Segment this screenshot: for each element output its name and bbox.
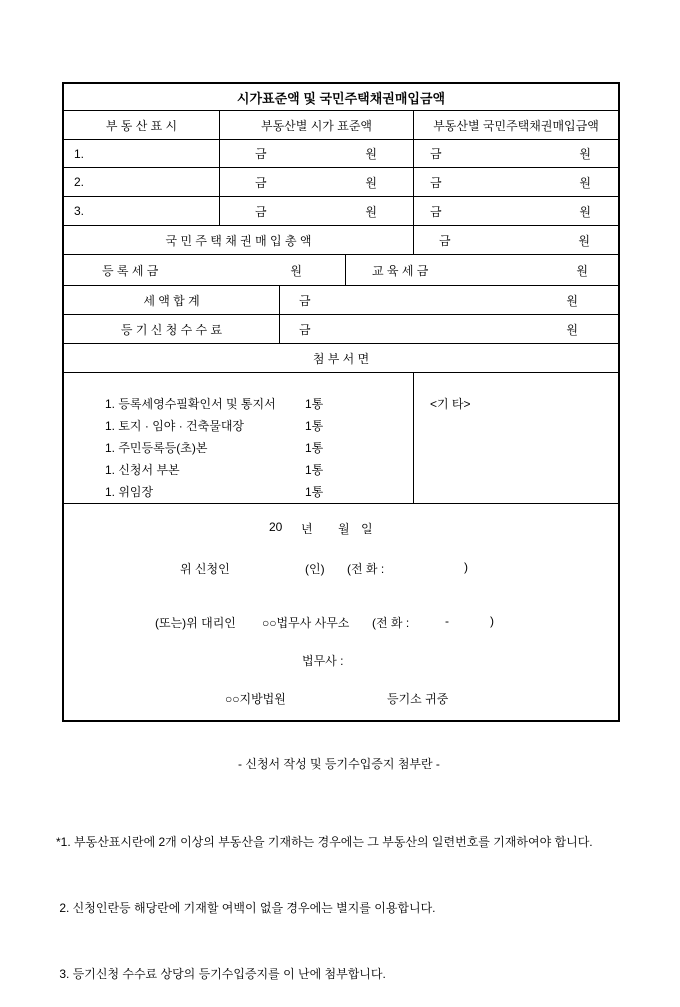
currency-suffix: 원	[579, 204, 591, 219]
column-header-row	[64, 111, 618, 140]
agent-phone-dash: -	[445, 614, 449, 628]
attachment-count: 1통	[305, 397, 324, 411]
attachment-item	[105, 437, 413, 459]
agent-label: (또는)위 대리인	[155, 616, 236, 630]
registration-fee-field	[280, 315, 618, 343]
property-row-3	[64, 197, 618, 226]
currency-suffix: 원	[365, 147, 377, 161]
attachment-label: 1. 신청서 부본	[105, 463, 180, 477]
currency-suffix: 원	[576, 263, 588, 278]
property-row-2	[64, 168, 618, 197]
currency-suffix: 원	[365, 204, 377, 219]
currency-prefix: 금	[255, 204, 267, 219]
agent-office: ○○법무사 사무소	[262, 616, 350, 630]
attachments-etc-cell	[414, 373, 618, 503]
currency-prefix: 금	[430, 204, 442, 219]
attachment-count: 1통	[305, 463, 324, 477]
signature-area-row	[64, 504, 618, 720]
seal-label: (인)	[305, 562, 325, 576]
year-prefix: 20	[269, 520, 283, 534]
agent-phone-label: (전 화 :	[372, 616, 410, 630]
attachments-body-row	[64, 373, 618, 504]
currency-suffix: 원	[566, 293, 578, 308]
col-header-bond-amount: 부동산별 국민주택채권매입금액	[433, 118, 599, 133]
property-no: 1.	[64, 140, 220, 167]
attachment-count: 1통	[305, 419, 324, 433]
etc-label: <기 타>	[430, 397, 471, 411]
agent-phone-close: )	[490, 614, 494, 628]
court-label: ○○지방법원	[225, 692, 286, 706]
registration-fee-row	[64, 315, 618, 344]
footer-note-1: *1. 부동산표시란에 2개 이상의 부동산을 기재하는 경우에는 그 부동산의 일련번호를 기재하여야 합니다.	[56, 835, 593, 849]
currency-prefix: 금	[255, 175, 267, 190]
currency-suffix: 원	[290, 263, 302, 278]
attachment-item	[105, 459, 413, 481]
attachment-count: 1통	[305, 441, 324, 455]
footer-note-3: 3. 등기신청 수수료 상당의 등기수입증지를 이 난에 첨부합니다.	[56, 967, 386, 981]
attachment-label: 1. 위임장	[105, 485, 154, 499]
attachment-label: 1. 토지 · 임야 · 건축물대장	[105, 419, 244, 433]
std-price-field	[220, 168, 414, 196]
attachments-header-row	[64, 344, 618, 373]
col-header-property: 부 동 산 표 시	[64, 111, 220, 139]
footer-note-2: 2. 신청인란등 해당란에 기재할 여백이 없을 경우에는 별지를 이용합니다.	[56, 901, 436, 915]
bond-amount-field	[414, 168, 618, 196]
bond-total-field	[414, 226, 618, 254]
scrivener-label: 법무사 :	[302, 654, 344, 668]
tax-row	[64, 255, 618, 286]
bond-total-label: 국 민 주 택 채 권 매 입 총 액	[64, 226, 414, 254]
bond-amount-field	[414, 197, 618, 225]
currency-suffix: 원	[579, 147, 591, 161]
currency-prefix: 금	[255, 147, 267, 161]
attachment-item	[105, 393, 413, 415]
currency-suffix: 원	[578, 233, 590, 248]
std-price-field	[220, 140, 414, 167]
currency-prefix: 금	[439, 233, 451, 248]
currency-suffix: 원	[365, 175, 377, 190]
tax-sum-row	[64, 286, 618, 315]
attachment-item	[105, 415, 413, 437]
attachment-label: 1. 주민등록등(초)본	[105, 441, 208, 455]
registration-fee-label: 등 기 신 청 수 수 료	[64, 315, 280, 343]
attachment-label: 1. 등록세영수필확인서 및 통지서	[105, 397, 276, 411]
footer-notes	[56, 787, 656, 1007]
bond-amount-field	[414, 140, 618, 167]
month-label: 월	[338, 522, 350, 536]
registration-form-table	[62, 82, 620, 722]
registration-tax-field	[64, 255, 346, 285]
bond-total-row	[64, 226, 618, 255]
property-no: 2.	[64, 168, 220, 196]
education-tax-field	[346, 255, 618, 285]
year-label: 년	[301, 522, 313, 536]
attachments-list	[64, 373, 414, 503]
form-title: 시가표준액 및 국민주택채권매입금액	[236, 90, 446, 106]
registration-tax-label: 등 록 세 금	[102, 263, 159, 278]
registry-label: 등기소 귀중	[387, 692, 449, 706]
tax-sum-label: 세 액 합 계	[64, 286, 280, 314]
currency-prefix: 금	[299, 322, 311, 337]
attachment-count: 1통	[305, 485, 324, 499]
title-row	[64, 84, 618, 111]
signature-area	[64, 504, 618, 720]
currency-suffix: 원	[579, 175, 591, 190]
currency-prefix: 금	[430, 147, 442, 161]
attachments-header: 첨 부 서 면	[312, 351, 370, 366]
property-row-1	[64, 140, 618, 168]
phone-close: )	[464, 560, 468, 574]
phone-label: (전 화 :	[347, 562, 385, 576]
currency-prefix: 금	[430, 175, 442, 190]
property-no: 3.	[64, 197, 220, 225]
education-tax-label: 교 육 세 금	[372, 263, 429, 278]
col-header-std-price: 부동산별 시가 표준액	[220, 111, 414, 139]
day-label: 일	[361, 522, 373, 536]
footer-heading: - 신청서 작성 및 등기수입증지 첨부란 -	[238, 757, 440, 771]
applicant-label: 위 신청인	[180, 562, 230, 576]
attachment-item	[105, 481, 413, 503]
currency-suffix: 원	[566, 322, 578, 337]
currency-prefix: 금	[299, 293, 311, 308]
std-price-field	[220, 197, 414, 225]
tax-sum-field	[280, 286, 618, 314]
